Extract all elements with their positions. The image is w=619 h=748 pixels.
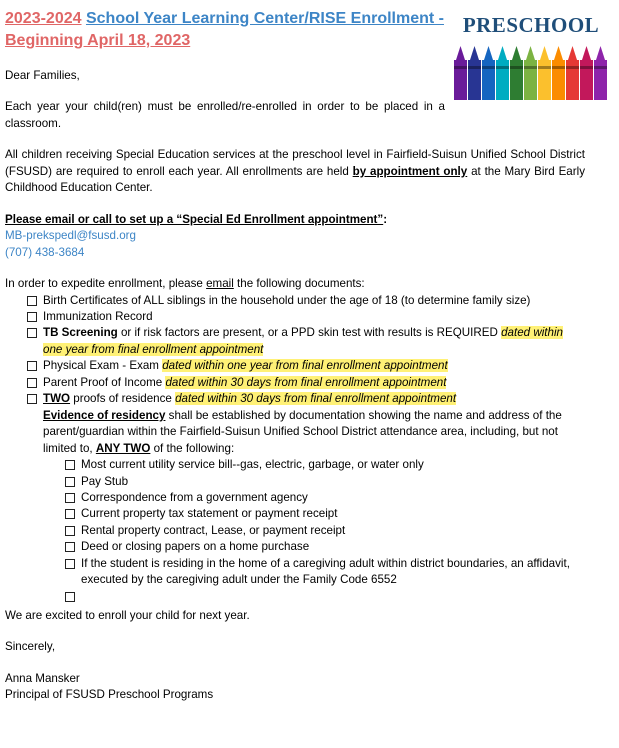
crayon-tip — [512, 46, 521, 60]
paragraph-special-ed: All children receiving Special Education services at the preschool level in Fairfield-Suisun Unified School District (FSUSD) are required to enroll each year. All enrollments are held by appointment only at the Mary Bird Early Childhood Education Center. — [5, 148, 585, 195]
list-item: Rental property contract, Lease, or payment receipt — [65, 523, 585, 539]
paragraph-enrollment: Each year your child(ren) must be enrolled/re-enrolled in order to be placed in a classroom. — [5, 100, 445, 130]
crayon-tip — [582, 46, 591, 60]
crayon-tip — [554, 46, 563, 60]
checkbox[interactable] — [27, 394, 37, 404]
list-item: Birth Certificates of ALL siblings in the household under the age of 18 (to determine family size) — [27, 293, 585, 309]
title-heading: School Year Learning Center/RISE Enrollment - — [85, 10, 444, 27]
list-item — [65, 589, 585, 608]
checkbox[interactable] — [65, 509, 75, 519]
residency-list — [65, 457, 585, 608]
crayon-tip — [568, 46, 577, 60]
contact-email[interactable]: MB-prekspedl@fsusd.org — [5, 229, 136, 243]
checkbox[interactable] — [65, 460, 75, 470]
evidence-paragraph: Evidence of residency shall be established by documentation showing the name and address of the parent/guardian within the Fairfield-Suisun Unified School District attendance area, including, but not limited to, ANY TWO of the following: — [43, 408, 562, 455]
checkbox[interactable] — [65, 542, 75, 552]
crayon-tip — [540, 46, 549, 60]
list-item: TWO proofs of residence dated within 30 days from final enrollment appointment — [27, 391, 585, 407]
expedite-paragraph: In order to expedite enrollment, please email the following documents: — [5, 277, 365, 291]
checkbox[interactable] — [65, 592, 75, 602]
list-item: Parent Proof of Income dated within 30 days from final enrollment appointment — [27, 375, 585, 391]
crayon-tip — [596, 46, 605, 60]
letter-body — [5, 68, 585, 704]
checkbox[interactable] — [27, 296, 37, 306]
checkbox[interactable] — [27, 312, 37, 322]
page-title — [5, 8, 445, 52]
list-item: Correspondence from a government agency — [65, 490, 585, 506]
list-item: Pay Stub — [65, 474, 585, 490]
list-item: Current property tax statement or payment receipt — [65, 506, 585, 522]
crayon-tip — [498, 46, 507, 60]
checkbox[interactable] — [65, 559, 75, 569]
checkbox[interactable] — [65, 477, 75, 487]
crayon-tip — [484, 46, 493, 60]
contact-phone[interactable]: (707) 438-3684 — [5, 245, 85, 259]
list-item: If the student is residing in the home of a caregiving adult within district boundaries, an affidavit, executed by the caregiving adult under the Family Code 6552 — [65, 556, 585, 589]
list-item: Immunization Record — [27, 309, 585, 325]
list-item: Most current utility service bill--gas, electric, garbage, or water only — [65, 457, 585, 473]
checkbox[interactable] — [65, 526, 75, 536]
greeting: Dear Families, — [5, 69, 80, 82]
checkbox[interactable] — [27, 361, 37, 371]
appointment-emphasis: by appointment only — [352, 164, 468, 178]
signature-name: Anna Mansker — [5, 671, 80, 685]
list-item: Physical Exam - Exam dated within one year from final enrollment appointment — [27, 358, 585, 374]
signature-title: Principal of FSUSD Preschool Programs — [5, 688, 214, 702]
list-item: TB Screening or if risk factors are present, or a PPD skin test with results is REQUIRED dated within one year from final enrollment appointment — [27, 325, 585, 358]
checkbox[interactable] — [27, 328, 37, 338]
checkbox[interactable] — [27, 378, 37, 388]
closing-line: We are excited to enroll your child for next year. — [5, 608, 250, 622]
title-year: 2023-2024 — [5, 10, 82, 27]
crayon-tip — [456, 46, 465, 60]
checkbox[interactable] — [65, 493, 75, 503]
logo-text: PRESCHOOL — [462, 13, 600, 37]
crayon-tip — [526, 46, 535, 60]
sign-off: Sincerely, — [5, 640, 56, 654]
title-date: Beginning April 18, 2023 — [5, 32, 191, 50]
contact-heading: Please email or call to set up a “Special Ed Enrollment appointment”: — [5, 212, 388, 226]
crayon-tip — [470, 46, 479, 60]
list-item: Deed or closing papers on a home purchase — [65, 539, 585, 555]
crayon-band — [594, 66, 607, 69]
documents-list — [27, 293, 585, 458]
email-link[interactable]: email — [206, 277, 234, 291]
